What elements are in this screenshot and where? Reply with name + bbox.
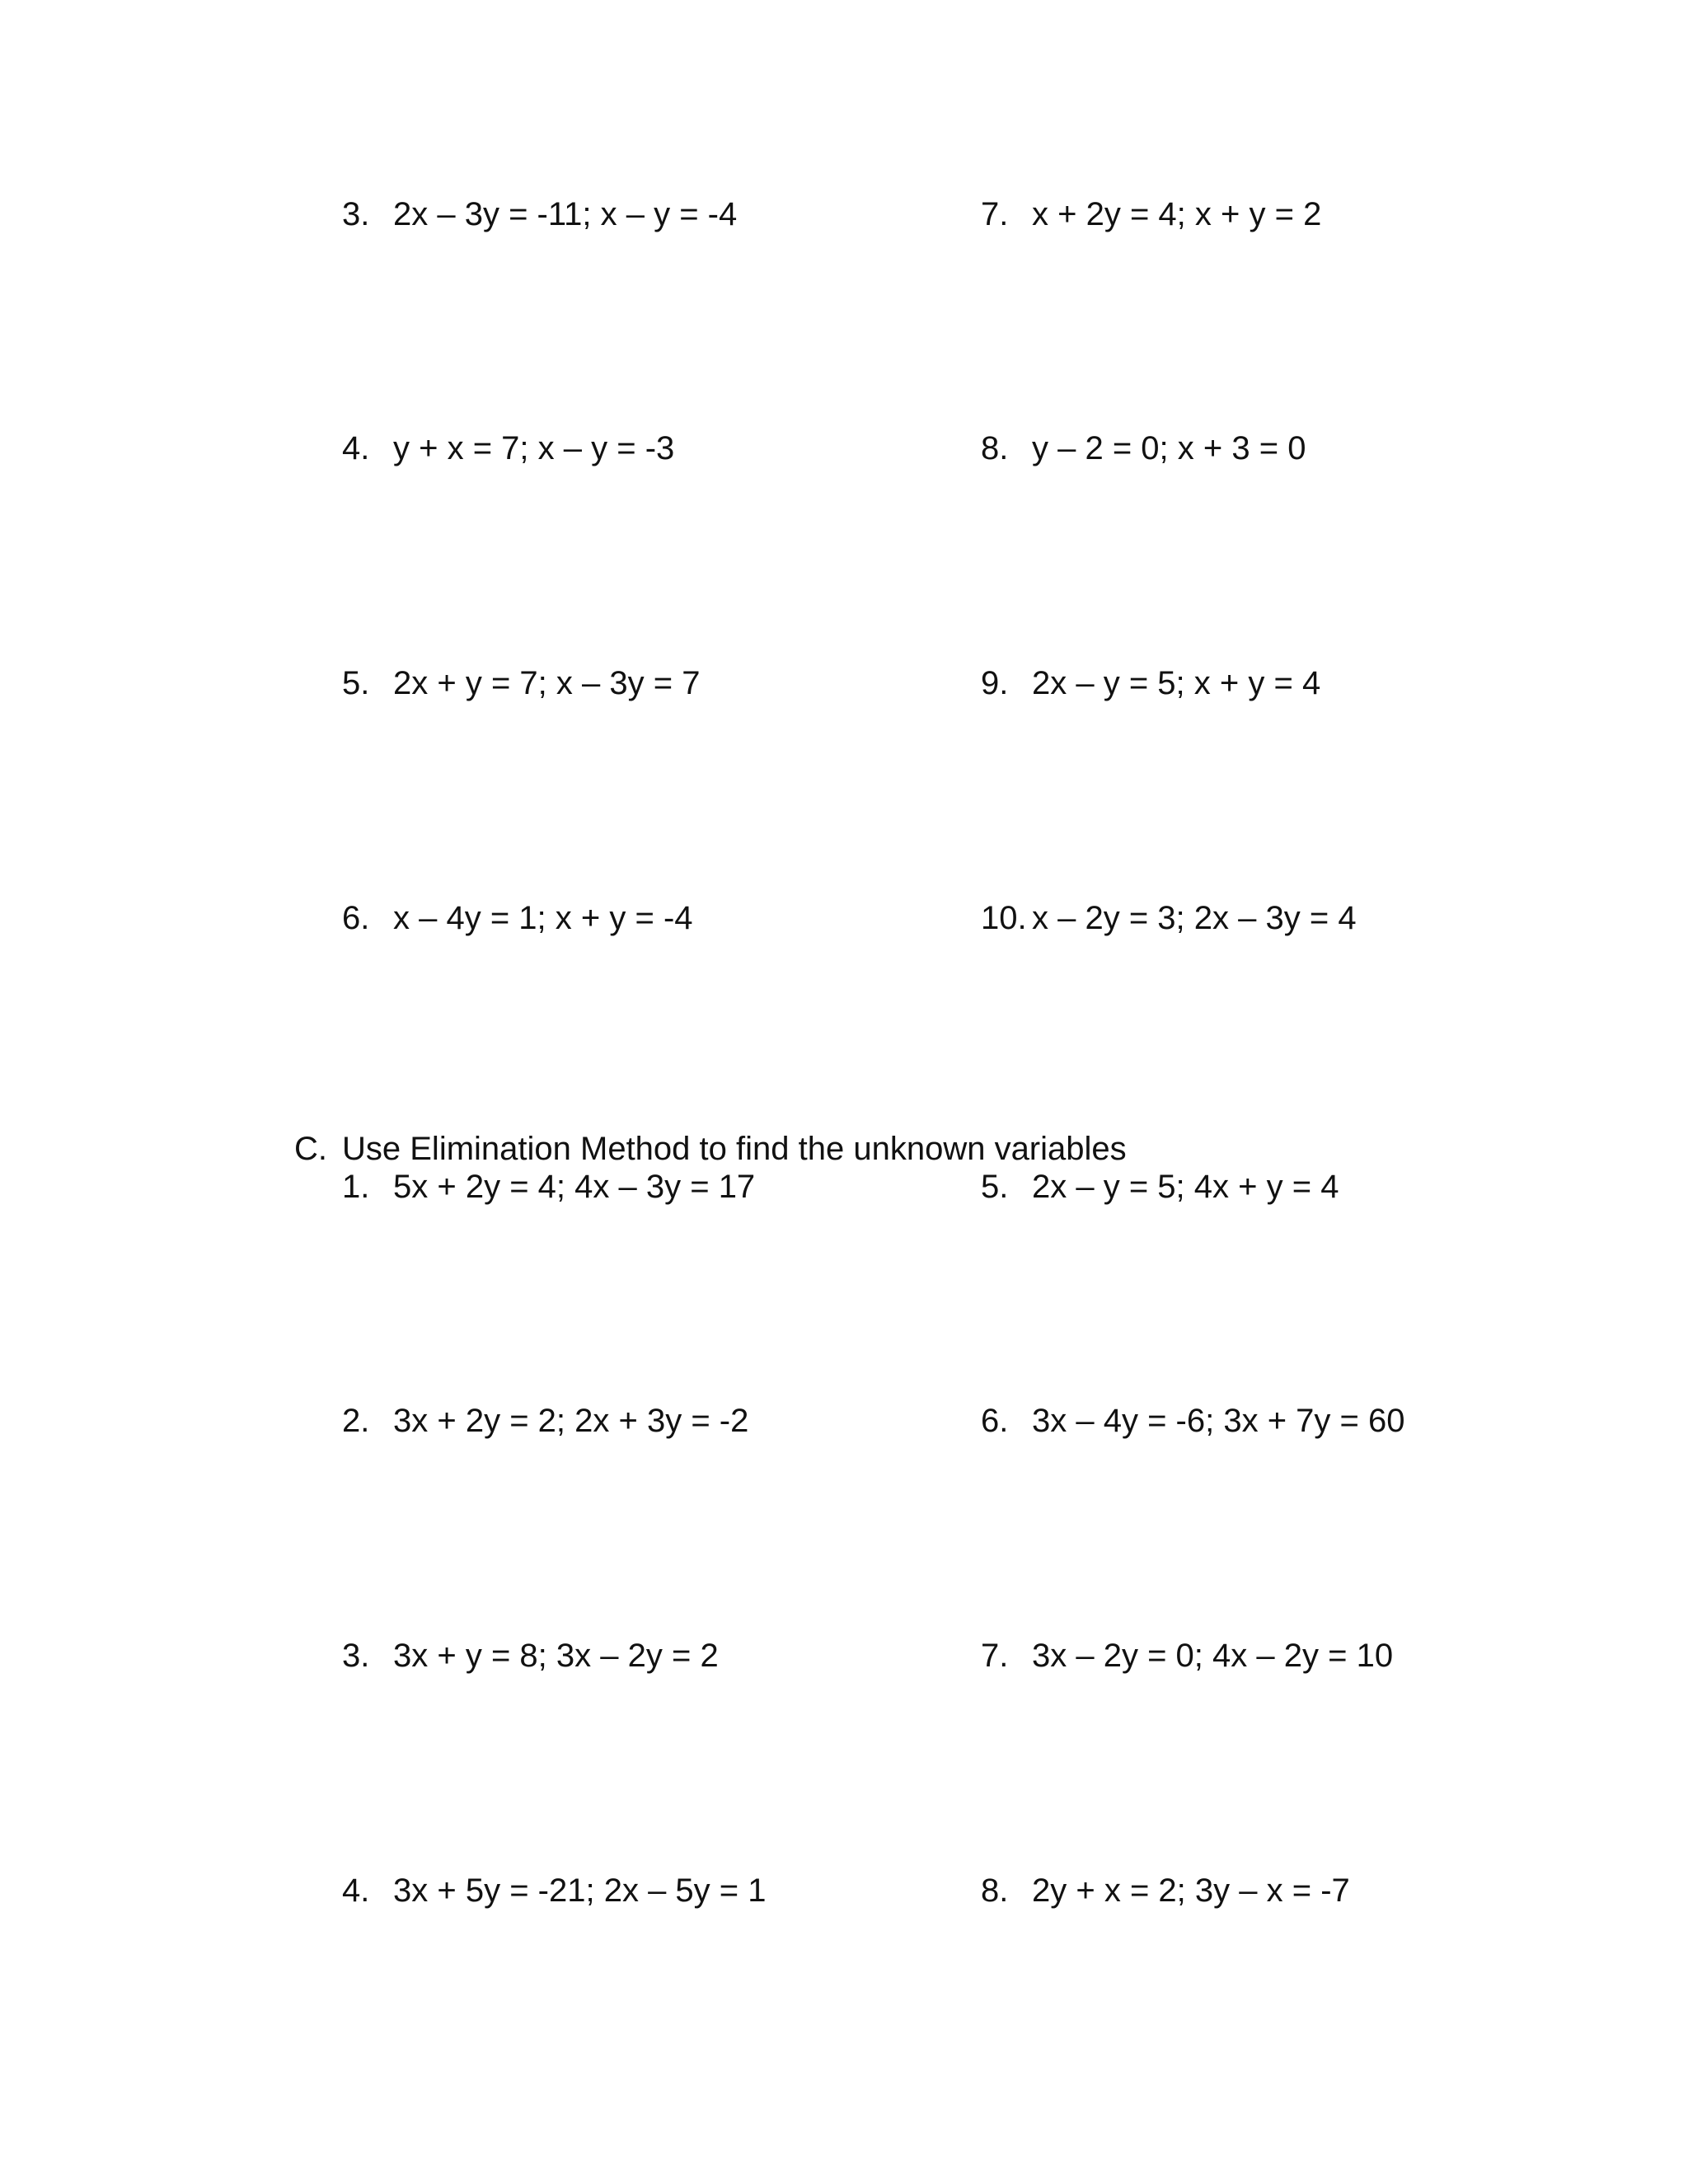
problem-c-8 — [981, 1871, 1350, 1910]
problem-number: 2. — [342, 1403, 370, 1439]
problem-b-6 — [342, 898, 693, 938]
section-letter: C. — [294, 1131, 327, 1167]
problem-b-4 — [342, 429, 674, 468]
problem-b-3 — [342, 194, 737, 234]
problem-b-10 — [981, 898, 1357, 938]
problem-number: 7. — [981, 196, 1009, 232]
problem-number: 5. — [981, 1169, 1009, 1205]
problem-number: 10. — [981, 900, 1027, 936]
problem-equations: 3x – 2y = 0; 4x – 2y = 10 — [1032, 1638, 1394, 1674]
problem-b-8 — [981, 429, 1306, 468]
problem-number: 3. — [342, 1638, 370, 1674]
problem-equations: 2x + y = 7; x – 3y = 7 — [393, 665, 701, 701]
problem-c-6 — [981, 1401, 1405, 1441]
problem-equations: 2y + x = 2; 3y – x = -7 — [1032, 1872, 1350, 1909]
problem-number: 4. — [342, 430, 370, 466]
problem-c-1 — [342, 1167, 755, 1207]
problem-number: 6. — [342, 900, 370, 936]
problem-c-5 — [981, 1167, 1339, 1207]
problem-equations: 2x – y = 5; x + y = 4 — [1032, 665, 1321, 701]
problem-equations: 3x + 5y = -21; 2x – 5y = 1 — [393, 1872, 767, 1909]
problem-number: 6. — [981, 1403, 1009, 1439]
problem-b-7 — [981, 194, 1321, 234]
section-instructions: Use Elimination Method to find the unknown variables — [342, 1131, 1127, 1167]
problem-number: 5. — [342, 665, 370, 701]
problem-number: 1. — [342, 1169, 370, 1205]
problem-equations: x – 4y = 1; x + y = -4 — [393, 900, 693, 936]
problem-equations: 2x – 3y = -11; x – y = -4 — [393, 196, 738, 232]
problem-equations: 2x – y = 5; 4x + y = 4 — [1032, 1169, 1339, 1205]
problem-equations: x – 2y = 3; 2x – 3y = 4 — [1032, 900, 1357, 936]
problem-number: 9. — [981, 665, 1009, 701]
problem-c-4 — [342, 1871, 767, 1910]
problem-c-2 — [342, 1401, 748, 1441]
problem-number: 8. — [981, 1872, 1009, 1909]
problem-number: 7. — [981, 1638, 1009, 1674]
problem-equations: y + x = 7; x – y = -3 — [393, 430, 675, 466]
problem-c-3 — [342, 1636, 719, 1675]
problem-equations: 3x + 2y = 2; 2x + 3y = -2 — [393, 1403, 749, 1439]
problem-equations: y – 2 = 0; x + 3 = 0 — [1032, 430, 1306, 466]
problem-equations: 5x + 2y = 4; 4x – 3y = 17 — [393, 1169, 756, 1205]
problem-b-9 — [981, 663, 1320, 703]
problem-c-7 — [981, 1636, 1393, 1675]
problem-equations: 3x + y = 8; 3x – 2y = 2 — [393, 1638, 719, 1674]
section-c-heading — [294, 1129, 1127, 1169]
problem-b-5 — [342, 663, 700, 703]
problem-equations: x + 2y = 4; x + y = 2 — [1032, 196, 1322, 232]
problem-equations: 3x – 4y = -6; 3x + 7y = 60 — [1032, 1403, 1405, 1439]
problem-number: 8. — [981, 430, 1009, 466]
problem-number: 3. — [342, 196, 370, 232]
problem-number: 4. — [342, 1872, 370, 1909]
